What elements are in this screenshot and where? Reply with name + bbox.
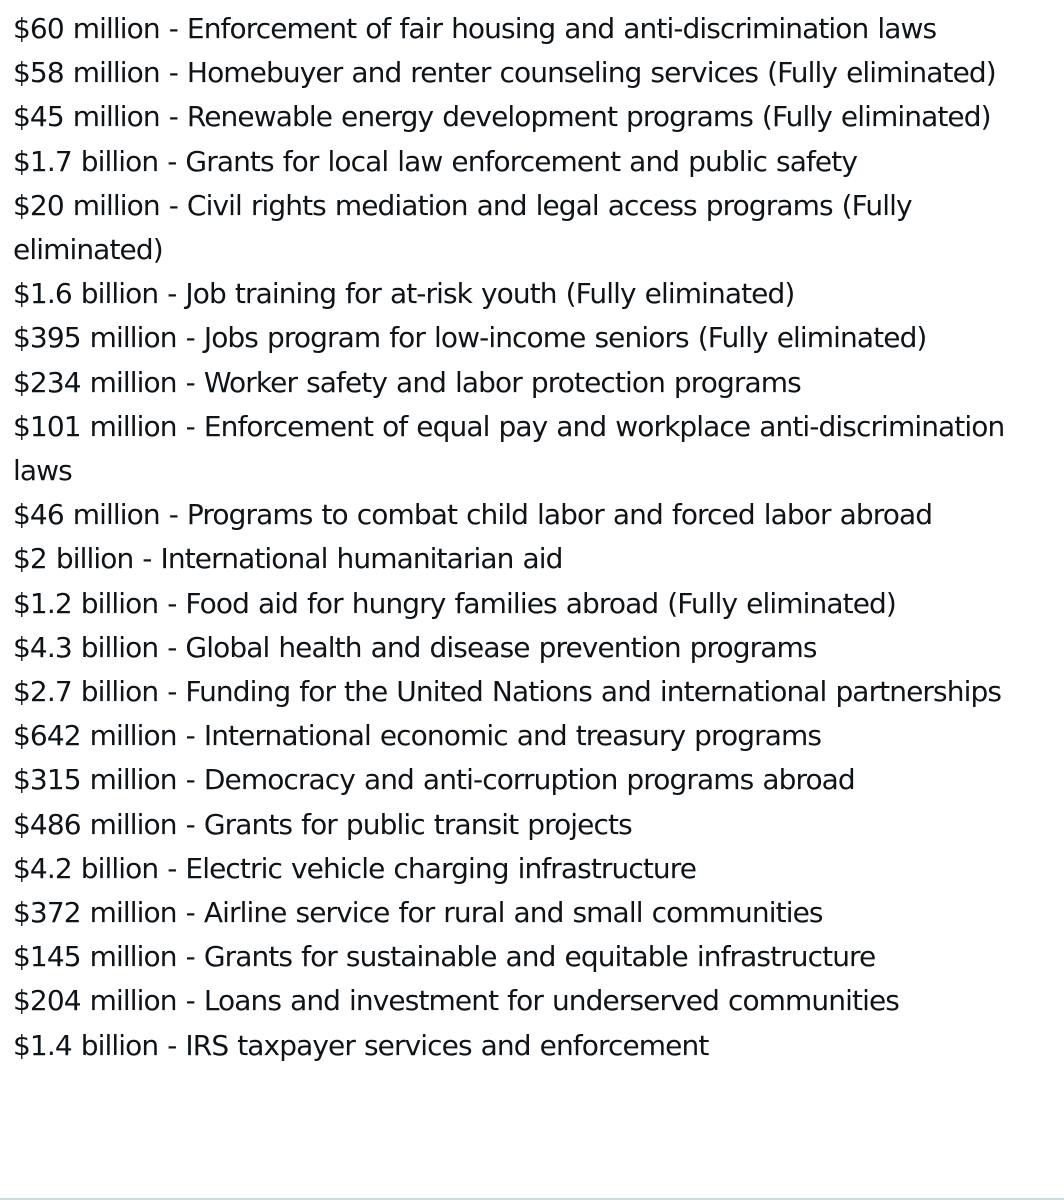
budget-line-item: $101 million - Enforcement of equal pay and workplace anti-discrimination laws: [13, 409, 1005, 488]
budget-line-item: $20 million - Civil rights mediation and legal access programs (Fully eliminated): [13, 188, 912, 267]
budget-line-item: $4.2 billion - Electric vehicle charging infrastructure: [13, 851, 697, 885]
budget-line-item: $1.4 billion - IRS taxpayer services and enforcement: [13, 1028, 709, 1062]
budget-line-item: $2 billion - International humanitarian aid: [13, 542, 563, 576]
budget-line-item: $45 million - Renewable energy development programs (Fully eliminated): [13, 100, 991, 134]
budget-line-item: $2.7 billion - Funding for the United Nations and international partnerships: [13, 675, 1002, 709]
budget-line-item: $204 million - Loans and investment for underserved communities: [13, 984, 899, 1018]
post-body-text: [13, 7, 1053, 1068]
budget-line-item: $1.2 billion - Food aid for hungry families abroad (Fully eliminated): [13, 586, 896, 620]
budget-line-item: $395 million - Jobs program for low-income seniors (Fully eliminated): [13, 321, 927, 355]
budget-line-item: $234 million - Worker safety and labor protection programs: [13, 365, 801, 399]
budget-line-item: $46 million - Programs to combat child labor and forced labor abroad: [13, 498, 933, 532]
budget-line-item: $642 million - International economic and treasury programs: [13, 719, 822, 753]
budget-line-item: $145 million - Grants for sustainable and equitable infrastructure: [13, 940, 876, 974]
budget-line-item: $1.6 billion - Job training for at-risk youth (Fully eliminated): [13, 277, 795, 311]
budget-line-item: $60 million - Enforcement of fair housing and anti-discrimination laws: [13, 12, 937, 45]
budget-line-item: $4.3 billion - Global health and disease prevention programs: [13, 630, 817, 664]
budget-line-item: $486 million - Grants for public transit projects: [13, 807, 632, 841]
budget-line-item: $315 million - Democracy and anti-corruption programs abroad: [13, 763, 855, 797]
budget-line-item: $58 million - Homebuyer and renter counseling services (Fully eliminated): [13, 56, 996, 90]
budget-line-item: $372 million - Airline service for rural and small communities: [13, 896, 823, 930]
budget-line-item: $1.7 billion - Grants for local law enforcement and public safety: [13, 144, 857, 178]
